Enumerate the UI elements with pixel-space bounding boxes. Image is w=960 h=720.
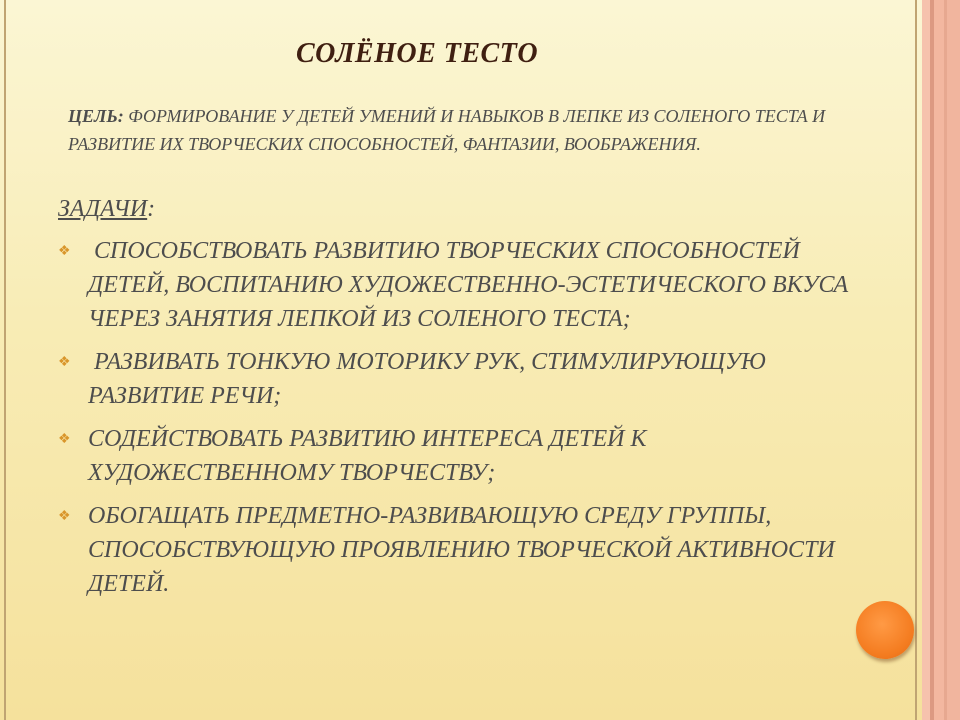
slide-title: СОЛЁНОЕ ТЕСТО bbox=[296, 38, 539, 69]
stripe-pink-3 bbox=[947, 0, 960, 720]
tasks-heading bbox=[58, 196, 155, 223]
task-text: РАЗВИВАТЬ ТОНКУЮ МОТОРИКУ РУК, СТИМУЛИРУЮЩУЮ РАЗВИТИЕ РЕЧИ; bbox=[88, 349, 772, 409]
goal-paragraph bbox=[68, 102, 858, 158]
right-frame-line bbox=[915, 0, 917, 720]
stripe-pink-1 bbox=[922, 0, 930, 720]
tasks-heading-colon: : bbox=[147, 196, 156, 222]
stripe-pink-2 bbox=[934, 0, 944, 720]
tasks-heading-label: ЗАДАЧИ bbox=[58, 196, 148, 222]
orange-circle-decoration bbox=[856, 601, 914, 659]
left-frame-line bbox=[4, 0, 6, 720]
diamond-bullet-icon: ❖ bbox=[58, 244, 71, 259]
tasks-list bbox=[58, 234, 858, 610]
task-text: ОБОГАЩАТЬ ПРЕДМЕТНО-РАЗВИВАЮЩУЮ СРЕДУ ГРУППЫ, СПОСОБСТВУЮЩУЮ ПРОЯВЛЕНИЮ ТВОРЧЕСКОЙ АКТИВНОСТИ ДЕТЕЙ. bbox=[88, 503, 835, 597]
diamond-bullet-icon: ❖ bbox=[58, 432, 71, 447]
task-item bbox=[58, 234, 858, 336]
task-item bbox=[58, 422, 858, 490]
diamond-bullet-icon: ❖ bbox=[58, 509, 71, 524]
task-text: СПОСОБСТВОВАТЬ РАЗВИТИЮ ТВОРЧЕСКИХ СПОСОБНОСТЕЙ ДЕТЕЙ, ВОСПИТАНИЮ ХУДОЖЕСТВЕННО-ЭСТЕТИЧЕСКОГО ВКУСА ЧЕРЕЗ ЗАНЯТИЯ ЛЕПКОЙ ИЗ СОЛЕНОГО ТЕСТА; bbox=[88, 238, 855, 332]
task-item bbox=[58, 345, 858, 413]
diamond-bullet-icon: ❖ bbox=[58, 355, 71, 370]
task-text: СОДЕЙСТВОВАТЬ РАЗВИТИЮ ИНТЕРЕСА ДЕТЕЙ К ХУДОЖЕСТВЕННОМУ ТВОРЧЕСТВУ; bbox=[88, 426, 647, 486]
goal-text: ФОРМИРОВАНИЕ У ДЕТЕЙ УМЕНИЙ И НАВЫКОВ В ЛЕПКЕ ИЗ СОЛЕНОГО ТЕСТА И РАЗВИТИЕ ИХ ТВОРЧЕСКИХ СПОСОБНОСТЕЙ, ФАНТАЗИИ, ВООБРАЖЕНИЯ. bbox=[68, 106, 826, 154]
task-item bbox=[58, 499, 858, 601]
goal-label: ЦЕЛЬ: bbox=[68, 106, 124, 126]
